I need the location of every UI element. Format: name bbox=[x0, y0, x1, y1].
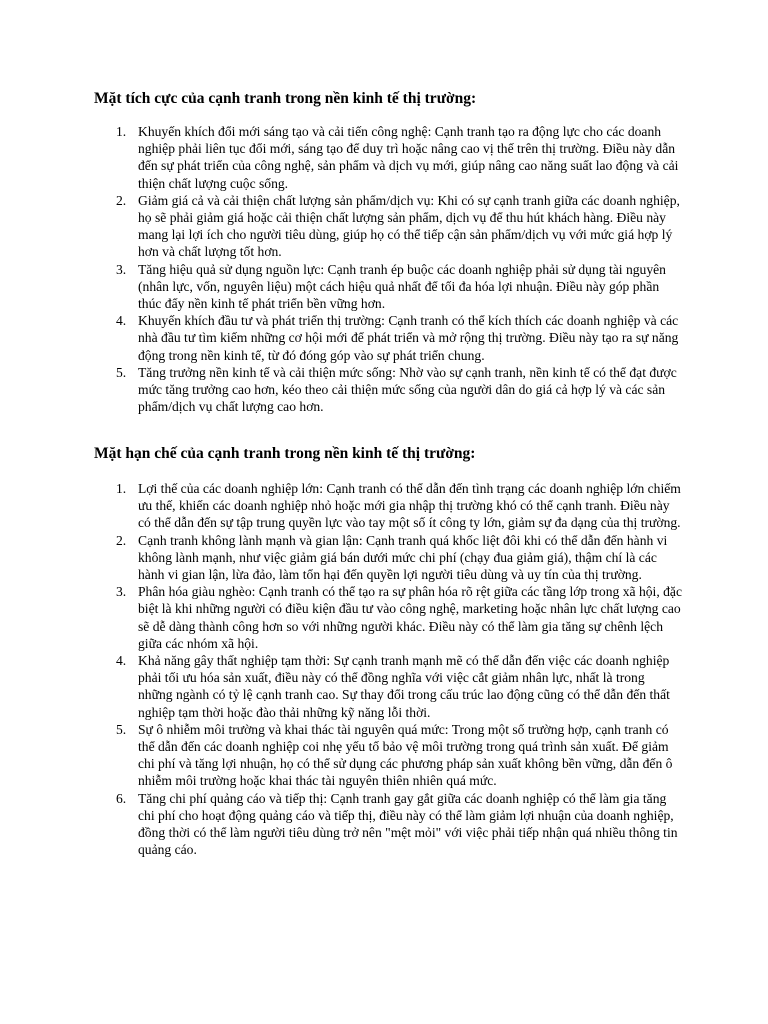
list-item bbox=[94, 123, 682, 192]
list-item-number: 3. bbox=[116, 584, 127, 600]
list-item-text: Tăng trưởng nền kinh tế và cải thiện mức sống: Nhờ vào sự cạnh tranh, nền kinh tế có thể đạt được mức tăng trưởng cao hơn, kéo theo cải thiện mức sống của người dân do giá cả hợp lý và các sản phẩm/dịch vụ chất lượng cao hơn. bbox=[138, 364, 677, 415]
list-item bbox=[94, 261, 682, 313]
list-item-number: 6. bbox=[116, 790, 127, 806]
list-item-number: 2. bbox=[116, 532, 127, 548]
list-item-number: 3. bbox=[116, 261, 127, 277]
list-item-number: 4. bbox=[116, 653, 127, 669]
list-item bbox=[94, 721, 682, 790]
list-item-text: Tăng hiệu quả sử dụng nguồn lực: Cạnh tranh ép buộc các doanh nghiệp phải sử dụng tài nguyên (nhân lực, vốn, nguyên liệu) một cách hiệu quả nhất để tối đa hóa lợi nhuận. Điều này góp phần thúc đẩy nền kinh tế phát triển bền vững hơn. bbox=[138, 261, 666, 312]
list-item bbox=[94, 790, 682, 859]
list-item-number: 1. bbox=[116, 124, 127, 139]
list-item-text: Lợi thế của các doanh nghiệp lớn: Cạnh tranh có thể dẫn đến tình trạng các doanh nghiệp lớn chiếm ưu thế, khiến các doanh nghiệp nhỏ hoặc mới gia nhập thị trường khó có thể cạnh tranh. Điều này có thể dẫn đến sự tập trung quyền lực vào tay một số ít công ty lớn, giảm sự đa dạng của thị trường. bbox=[138, 481, 681, 531]
list-item bbox=[94, 364, 682, 416]
list-item-number: 5. bbox=[116, 364, 127, 380]
list-item-text: Khuyến khích đầu tư và phát triển thị trường: Cạnh tranh có thể kích thích các doanh nghiệp và các nhà đầu tư tìm kiếm những cơ hội mới để phát triển và mở rộng thị trường. Điều này tạo ra sự năng động trong nền kinh tế, từ đó đóng góp vào sự phát triển chung. bbox=[138, 313, 679, 363]
list-item-text: Sự ô nhiễm môi trường và khai thác tài nguyên quá mức: Trong một số trường hợp, cạnh tranh có thể dẫn đến các doanh nghiệp coi nhẹ yếu tố bảo vệ môi trường trong quá trình sản xuất. Để giảm chi phí và tăng lợi nhuận, họ có thể sử dụng các phương pháp sản xuất không bền vững, dẫn đến ô nhiễm môi trường hoặc khai thác tài nguyên thiên nhiên quá mức. bbox=[138, 721, 673, 789]
list-item bbox=[94, 652, 682, 721]
list-item-number: 4. bbox=[116, 313, 127, 329]
list-item-number: 2. bbox=[116, 192, 127, 208]
list-item-number: 1. bbox=[116, 481, 127, 496]
list-item bbox=[94, 480, 682, 532]
list-item bbox=[94, 532, 682, 584]
list-item-text: Giảm giá cả và cải thiện chất lượng sản phẩm/dịch vụ: Khi có sự cạnh tranh giữa các doanh nghiệp, họ sẽ phải giảm giá hoặc cải thiện chất lượng sản phẩm, dịch vụ để thu hút khách hàng. Điều này mang lại lợi ích cho người tiêu dùng, giúp họ có thể tiếp cận sản phẩm/dịch vụ với mức giá hợp lý hơn và chất lượng tốt hơn. bbox=[138, 192, 680, 260]
list-item bbox=[94, 583, 682, 652]
section-heading-negative: Mặt hạn chế của cạnh tranh trong nền kinh tế thị trường: bbox=[94, 445, 476, 462]
positive-aspects-list bbox=[94, 123, 682, 415]
negative-aspects-list bbox=[94, 480, 682, 858]
list-item bbox=[94, 312, 682, 364]
section-heading-positive: Mặt tích cực của cạnh tranh trong nền kinh tế thị trường: bbox=[94, 90, 477, 107]
list-item bbox=[94, 192, 682, 261]
list-item-text: Khả năng gây thất nghiệp tạm thời: Sự cạnh tranh mạnh mẽ có thể dẫn đến việc các doanh nghiệp phải tối ưu hóa sản xuất, điều này có thể đồng nghĩa với việc cắt giảm nhân lực, nhất là trong những ngành có tỷ lệ cạnh tranh cao. Sự thay đổi trong cấu trúc lao động cũng có thể dẫn đến thất nghiệp tạm thời hoặc đào thải những kỹ năng lỗi thời. bbox=[138, 653, 670, 720]
list-item-text: Khuyến khích đổi mới sáng tạo và cải tiến công nghệ: Cạnh tranh tạo ra động lực cho các doanh nghiệp phải liên tục đổi mới, sáng tạo để duy trì hoặc nâng cao vị thế trên thị trường. Điều này dẫn đến sự phát triển của công nghệ, sản phẩm và dịch vụ mới, giúp nâng cao năng suất lao động và cải thiện chất lượng cuộc sống. bbox=[138, 124, 679, 191]
list-item-text: Cạnh tranh không lành mạnh và gian lận: Cạnh tranh quá khốc liệt đôi khi có thể dẫn đến hành vi không lành mạnh, như việc giảm giá bán dưới mức chi phí (chạy đua giảm giá), thậm chí là các hành vi gian lận, lừa đảo, làm tổn hại đến quyền lợi người tiêu dùng và uy tín của thị trường. bbox=[138, 532, 668, 583]
list-item-text: Phân hóa giàu nghèo: Cạnh tranh có thể tạo ra sự phân hóa rõ rệt giữa các tầng lớp trong xã hội, đặc biệt là khi những người có điều kiện đầu tư vào công nghệ, marketing hoặc nhân lực chất lượng cao sẽ dễ dàng thành công hơn so với những người khác. Điều này có thể làm gia tăng sự chênh lệch giữa các nhóm xã hội. bbox=[138, 584, 682, 651]
list-item-text: Tăng chi phí quảng cáo và tiếp thị: Cạnh tranh gay gắt giữa các doanh nghiệp có thể làm gia tăng chi phí cho hoạt động quảng cáo và tiếp thị, điều này có thể làm giảm lợi nhuận của doanh nghiệp, đồng thời có thể làm người tiêu dùng trở nên "mệt mỏi" với việc phải tiếp nhận quá nhiều thông tin quảng cáo. bbox=[138, 790, 678, 858]
list-item-number: 5. bbox=[116, 721, 127, 737]
